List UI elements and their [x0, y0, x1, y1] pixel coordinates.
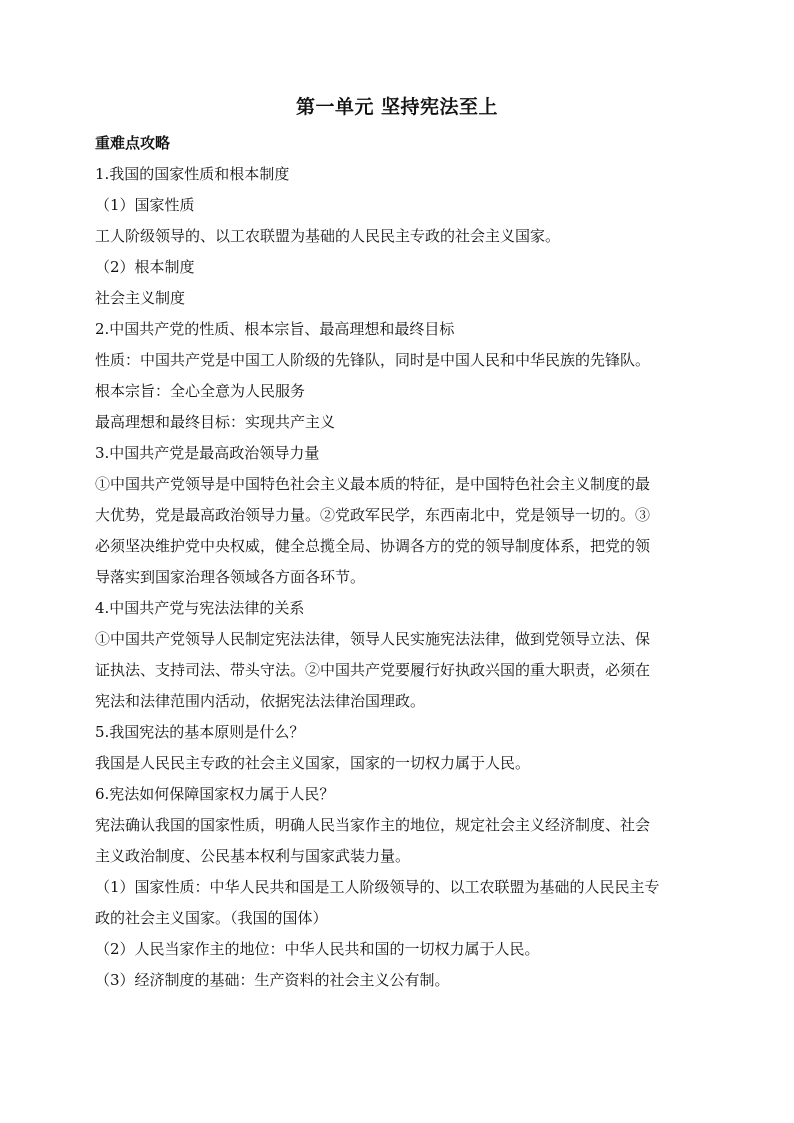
text-line: 2.中国共产党的性质、根本宗旨、最高理想和最终目标 [95, 320, 455, 338]
text-line: 宪法确认我国的国家性质，明确人民当家作主的地位，规定社会主义经济制度、社会 [95, 816, 651, 834]
text-line: 导落实到国家治理各领域各方面各环节。 [95, 568, 366, 586]
text-line: 宪法和法律范围内活动，依据宪法法律治国理政。 [95, 692, 426, 710]
text-line: 主义政治制度、公民基本权利与国家武装力量。 [95, 847, 411, 865]
text-line: ①中国共产党领导人民制定宪法法律，领导人民实施宪法法律，做到党领导立法、保 [95, 630, 651, 648]
text-line: （1）国家性质：中华人民共和国是工人阶级领导的、以工农联盟为基础的人民民主专 [95, 878, 660, 896]
text-line: 5.我国宪法的基本原则是什么？ [95, 723, 305, 741]
text-line: 6.宪法如何保障国家权力属于人民？ [95, 785, 335, 803]
text-line: 大优势，党是最高政治领导力量。②党政军民学，东西南北中，党是领导一切的。③ [95, 506, 651, 524]
text-line: 我国是人民民主专政的社会主义国家，国家的一切权力属于人民。 [95, 754, 531, 772]
text-line: （2）根本制度 [95, 258, 195, 276]
text-line: 必须坚决维护党中央权威，健全总揽全局、协调各方的党的领导制度体系，把党的领 [95, 537, 651, 555]
text-line: 证执法、支持司法、带头守法。②中国共产党要履行好执政兴国的重大职责，必须在 [95, 661, 651, 679]
text-line: （1）国家性质 [95, 196, 195, 214]
text-line: 4.中国共产党与宪法法律的关系 [95, 599, 305, 617]
text-line: 工人阶级领导的、以工农联盟为基础的人民民主专政的社会主义国家。 [95, 227, 561, 245]
document-body [95, 128, 707, 996]
text-line: 社会主义制度 [95, 289, 186, 307]
text-line: 最高理想和最终目标：实现共产主义 [95, 413, 336, 431]
text-line: （3）经济制度的基础：生产资料的社会主义公有制。 [95, 971, 450, 989]
text-line: （2）人民当家作主的地位：中华人民共和国的一切权力属于人民。 [95, 940, 540, 958]
text-line: 1.我国的国家性质和根本制度 [95, 165, 290, 183]
section-heading: 重难点攻略 [95, 134, 171, 152]
text-line: 政的社会主义国家。（我国的国体） [95, 909, 328, 927]
text-line: 3.中国共产党是最高政治领导力量 [95, 444, 320, 462]
text-line: 性质：中国共产党是中国工人阶级的先锋队，同时是中国人民和中华民族的先锋队。 [95, 351, 651, 369]
page-title: 第一单元 坚持宪法至上 [295, 96, 499, 118]
text-line: ①中国共产党领导是中国特色社会主义最本质的特征，是中国特色社会主义制度的最 [95, 475, 651, 493]
text-line: 根本宗旨：全心全意为人民服务 [95, 382, 306, 400]
